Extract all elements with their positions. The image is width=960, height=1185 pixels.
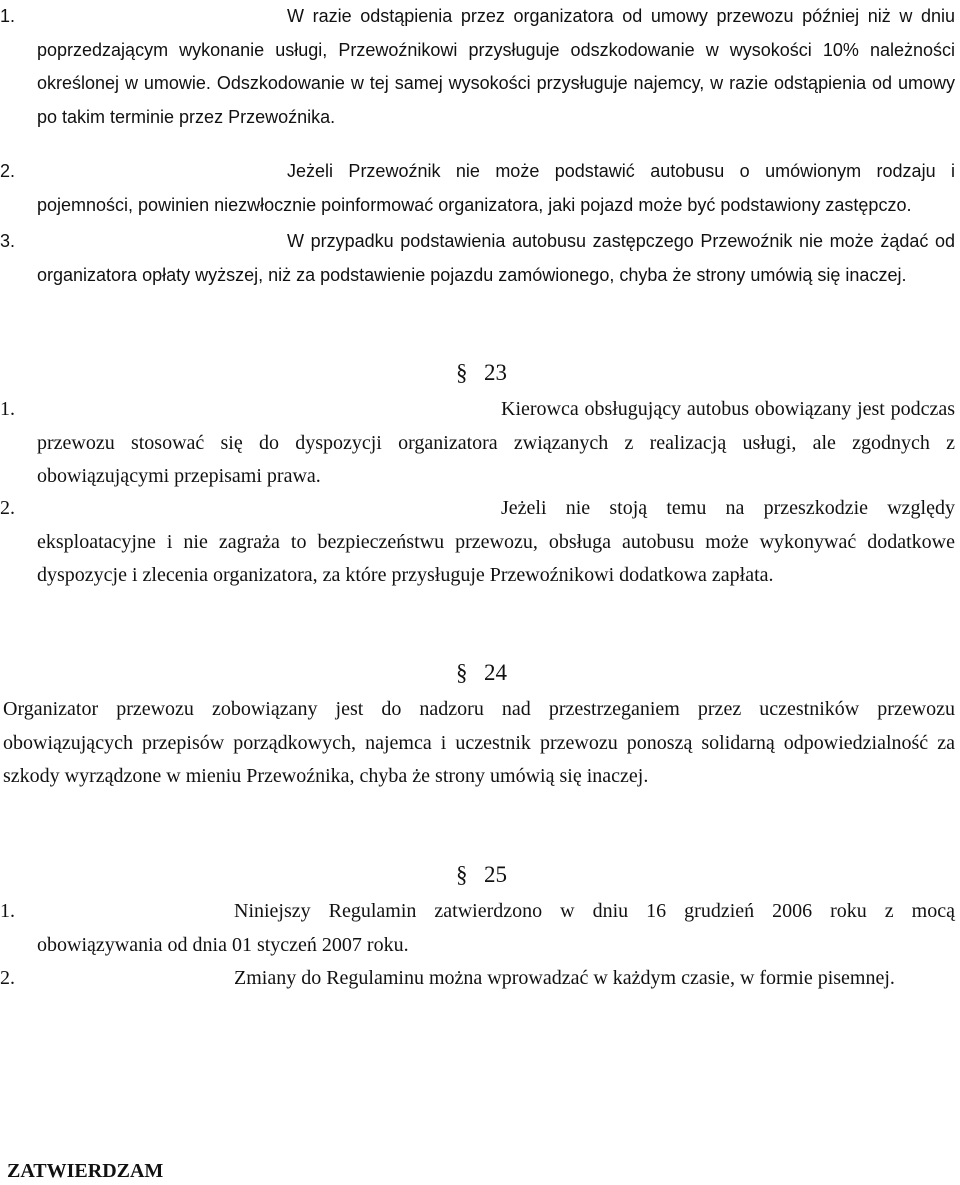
paragraph-text: W razie odstąpienia przez organizatora od umowy przewozu później niż w dniu poprzedzającym wykonanie usługi, Przewoźnikowi przysługuje odszkodowanie w wysokości 10% należności określonej w umowie. Odszkodowanie w tej samej wysokości przysługuje najemcy, w razie odstąpienia od umowy po takim terminie przez Przewoźnika. — [37, 6, 955, 127]
paragraph-text: W przypadku podstawienia autobusu zastępczego Przewoźnik nie może żądać od organizatora opłaty wyższej, niż za podstawienie pojazdu zamówionego, chyba że strony umówią się inaczej. — [37, 231, 955, 285]
paragraph-1 — [0, 0, 955, 134]
item-text: Jeżeli nie stoją temu na przeszkodzie względy eksploatacyjne i nie zagraża to bezpieczeństwu przewozu, obsługa autobusu może wykonywać dodatkowe dyspozycje i zlecenia organizatora, za które przysługuje Przewoźnikowi dodatkowa zapłata. — [37, 497, 955, 586]
paragraph-3 — [0, 225, 955, 292]
item-number: 1. — [0, 900, 15, 922]
item-text: Kierowca obsługujący autobus obowiązany jest podczas przewozu stosować się do dyspozycji organizatora związanych z realizacją usługi, ale zgodnych z obowiązującymi przepisami prawa. — [37, 398, 955, 487]
section-24-paragraph — [3, 693, 955, 794]
section-mark: § — [456, 660, 468, 685]
section-number: 24 — [484, 660, 507, 685]
section-mark: § — [456, 862, 468, 887]
section-mark: § — [456, 360, 468, 385]
item-text: Zmiany do Regulaminu można wprowadzać w każdym czasie, w formie pisemnej. — [234, 967, 895, 989]
item-text: Niniejszy Regulamin zatwierdzono w dniu 16 grudzień 2006 roku z mocą obowiązywania od dnia 01 styczeń 2007 roku. — [37, 900, 955, 956]
section-25-item-2 — [0, 962, 955, 996]
paragraph-number: 3. — [0, 231, 16, 251]
section-number: 25 — [484, 862, 507, 887]
paragraph-2 — [0, 155, 955, 222]
item-number: 1. — [0, 398, 15, 420]
section-heading-24 — [456, 658, 507, 688]
section-heading-25 — [456, 860, 507, 890]
section-23-item-2 — [0, 492, 955, 593]
item-number: 2. — [0, 497, 15, 519]
section-text: Organizator przewozu zobowiązany jest do nadzoru nad przestrzeganiem przez uczestników przewozu obowiązujących przepisów porządkowych, najemca i uczestnik przewozu ponoszą solidarną odpowiedzialność za szkody wyrządzone w mieniu Przewoźnika, chyba że strony umówią się inaczej. — [3, 698, 955, 787]
item-number: 2. — [0, 967, 15, 989]
section-25-item-1 — [0, 895, 955, 962]
section-number: 23 — [484, 360, 507, 385]
paragraph-number: 2. — [0, 161, 16, 181]
section-heading-23 — [456, 358, 507, 388]
section-23-item-1 — [0, 393, 955, 494]
paragraph-text: Jeżeli Przewoźnik nie może podstawić autobusu o umówionym rodzaju i pojemności, powinien niezwłocznie poinformować organizatora, jaki pojazd może być podstawiony zastępczo. — [37, 161, 955, 215]
paragraph-number: 1. — [0, 6, 16, 26]
approval-label: ZATWIERDZAM — [7, 1160, 164, 1182]
